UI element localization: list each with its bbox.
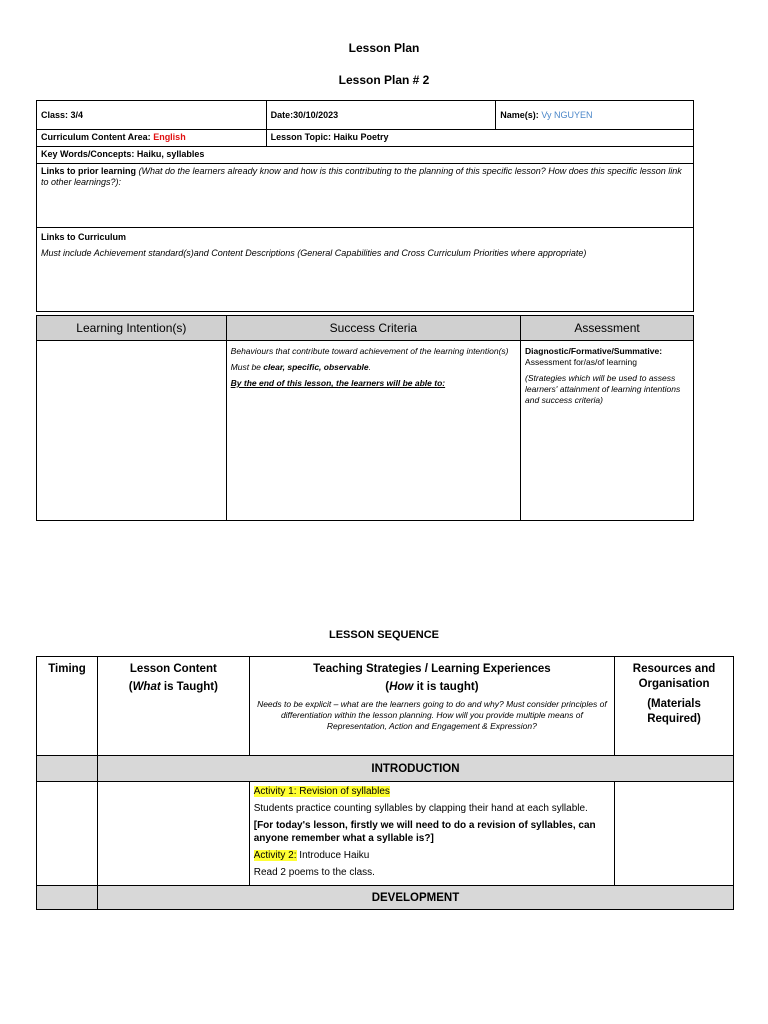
activity-1-quote: [For today's lesson, firstly we will need to do a revision of syllables, can anyone remember what a syllable is?] [253,820,596,844]
lesson-sequence-heading: LESSON SEQUENCE [328,629,440,641]
teaching-strategies-header: Teaching Strategies / Learning Experiences (How it is taught) Needs to be explicit – what are the learners going to do and why? Must consider principles of differentiation within the lesson planning. How will you provide multiple means of Representation, Action and Engagement & Expression? [249,657,614,756]
activity-timing-cell [37,782,98,886]
class-cell: Class: 3/4 [37,101,267,130]
teaching-note: Needs to be explicit – what are the learners going to do and why? Must consider principles of differentiation within the lesson planning. How will you provide multiple means of Representation, Action and Engagement & Expression? [257,699,607,731]
development-section: DEVELOPMENT [97,886,733,910]
name-value: Vy NGUYEN [541,110,593,120]
page-title: Lesson Plan [348,41,420,55]
assessment-header: Assessment [521,316,694,341]
keywords-cell: Key Words/Concepts: Haiku, syllables [37,147,694,164]
timing-header: Timing [37,657,98,756]
development-timing-cell [37,886,98,910]
links-curriculum-text: Must include Achievement standard(s)and Content Descriptions (General Capabilities and Cross Curriculum Priorities where appropriate) [41,248,587,258]
lesson-plan-number: Lesson Plan # 2 [338,73,430,87]
name-cell [496,101,694,130]
activity-2-label: Activity 2: [253,850,297,861]
curriculum-label: Curriculum Content Area: [41,132,154,142]
links-prior-text: (What do the learners already know and how is this contributing to the planning of this specific lesson? How does this specific lesson link to other learnings?): [41,166,682,187]
links-curriculum-cell [37,228,694,312]
activity-resources-cell [615,782,734,886]
activity-1-text: Students practice counting syllables by clapping their hand at each syllable. [253,803,588,814]
activity-strategies-cell [249,782,614,886]
activity-2-text: Introduce Haiku [296,850,370,861]
name-label: Name(s): [500,110,542,120]
assessment-type-title: Diagnostic/Formative/Summative: [525,346,663,356]
curriculum-area-cell [37,130,267,147]
links-curriculum-label: Links to Curriculum [41,232,127,242]
lesson-info-table [36,100,694,312]
learning-intention-header: Learning Intention(s) [37,316,227,341]
success-criteria-header: Success Criteria [226,316,520,341]
date-cell: Date:30/10/2023 [266,101,496,130]
activity-1-title: Activity 1: Revision of syllables [253,786,390,797]
sc-must-be-text: Must be clear, specific, observable. [230,362,372,372]
intention-criteria-table [36,315,694,521]
assessment-note: (Strategies which will be used to assess learners' attainment of learning intentions and success criteria) [525,373,681,405]
success-criteria-cell [226,341,520,521]
learning-intention-cell [37,341,227,521]
sc-behaviours-text: Behaviours that contribute toward achievement of the learning intention(s) [230,346,509,356]
intro-timing-cell [37,756,98,782]
sc-end-of-lesson-text: By the end of this lesson, the learners will be able to: [230,378,446,388]
activity-2-read: Read 2 poems to the class. [253,867,375,878]
resources-header: Resources and Organisation (Materials Required) [615,657,734,756]
curriculum-value: English [153,132,186,142]
assessment-cell [521,341,694,521]
lesson-topic-cell: Lesson Topic: Haiku Poetry [266,130,693,147]
lesson-sequence-table [36,656,734,910]
introduction-section: INTRODUCTION [97,756,733,782]
links-prior-cell [37,164,694,228]
activity-content-cell [97,782,249,886]
lesson-content-header: Lesson Content (What is Taught) [97,657,249,756]
assessment-type-sub: Assessment for/as/of learning [525,357,638,367]
links-prior-label: Links to prior learning [41,166,139,176]
